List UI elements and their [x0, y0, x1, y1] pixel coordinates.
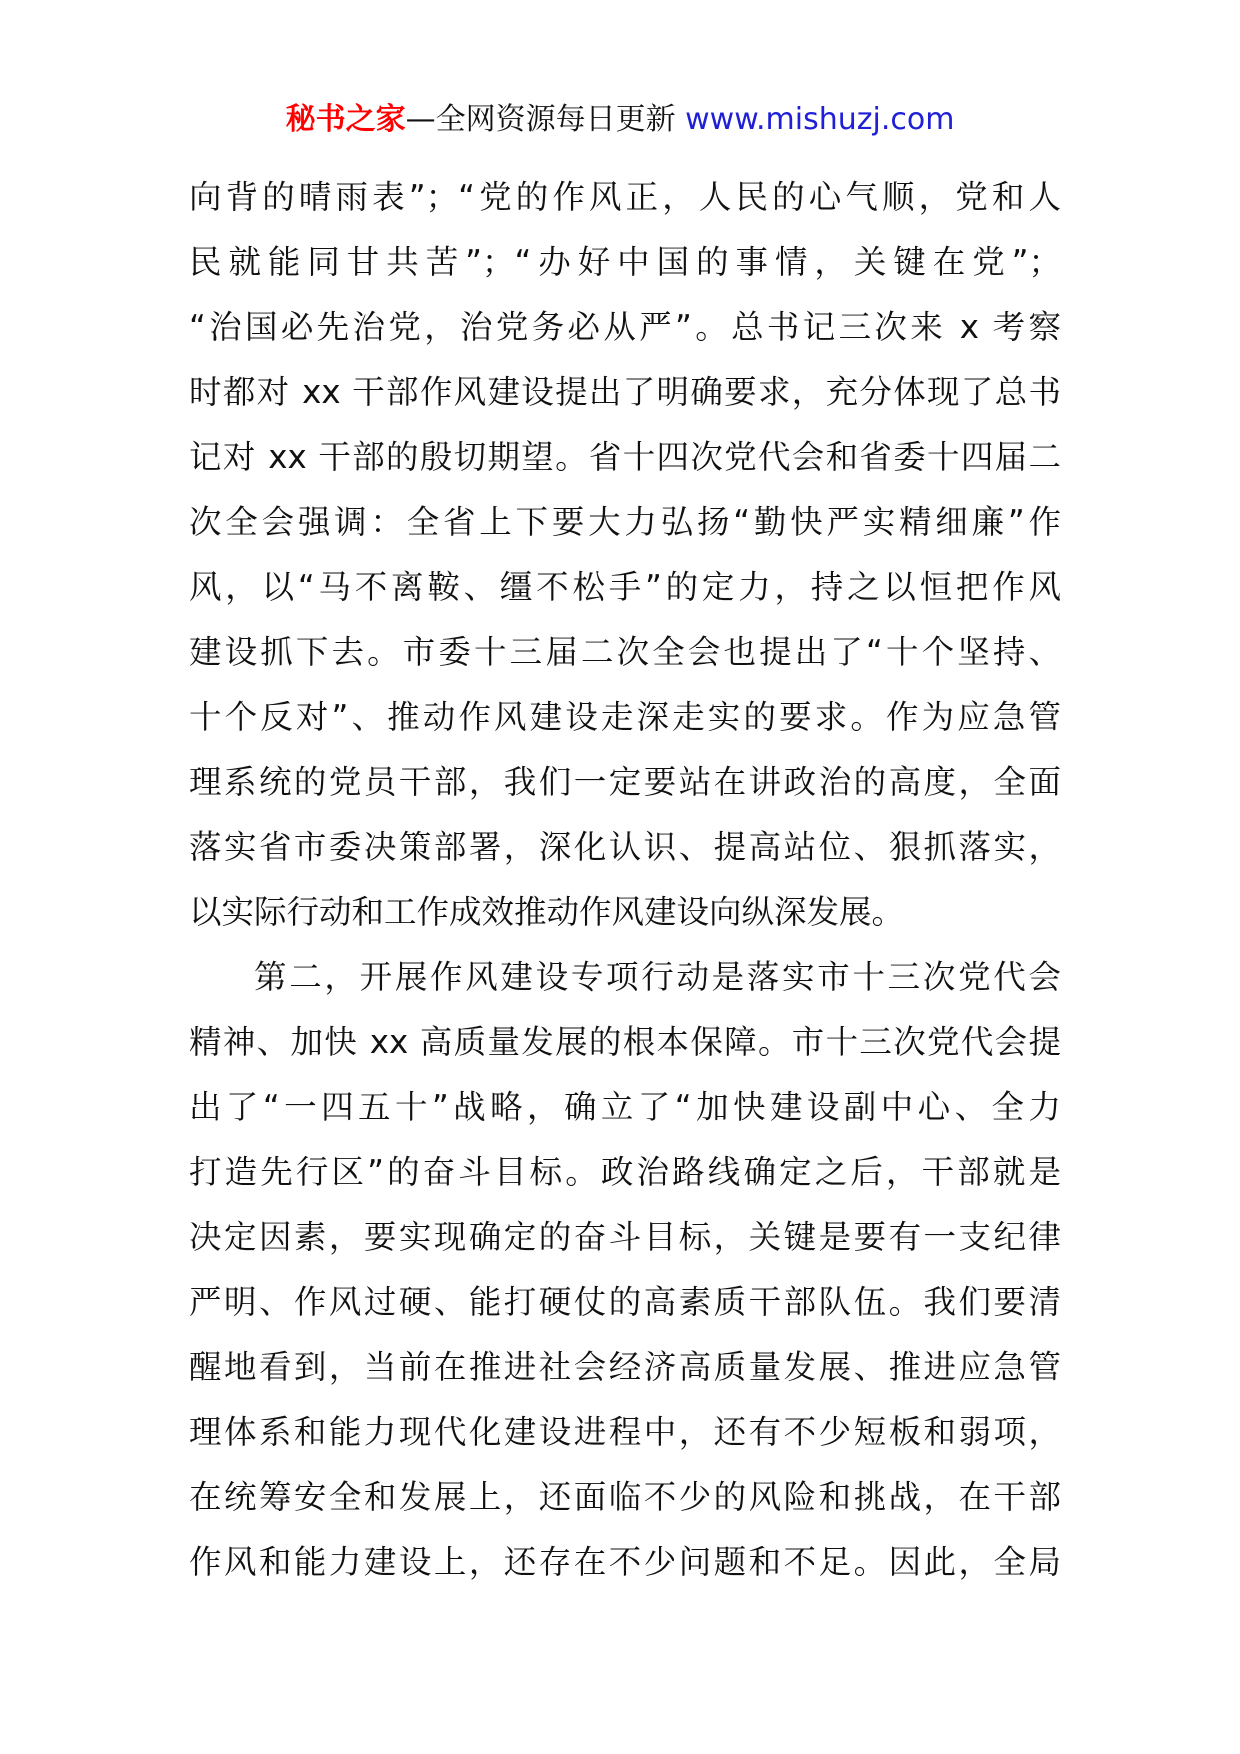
text-line: 民就能同甘共苦”；“办好中国的事情，关键在党”； [189, 243, 1061, 281]
text-line: 打造先行区”的奋斗目标。政治路线确定之后，干部就是 [189, 1153, 1061, 1191]
text-line: 理系统的党员干部，我们一定要站在讲政治的高度，全面 [189, 763, 1061, 801]
text-line: 向背的晴雨表”；“党的作风正，人民的心气顺，党和人 [189, 178, 1061, 216]
text-line: 建设抓下去。市委十三届二次全会也提出了“十个坚持、 [189, 633, 1061, 671]
text-line: 十个反对”、推动作风建设走深走实的要求。作为应急管 [189, 698, 1061, 736]
paragraph-end-line: 以实际行动和工作成效推动作风建设向纵深发展。 [189, 893, 905, 931]
text-line: 在统筹安全和发展上，还面临不少的风险和挑战，在干部 [189, 1478, 1061, 1516]
text-line: 严明、作风过硬、能打硬仗的高素质干部队伍。我们要清 [189, 1283, 1061, 1321]
text-line: 醒地看到，当前在推进社会经济高质量发展、推进应急管 [189, 1348, 1061, 1386]
text-line: 时都对 xx 干部作风建设提出了明确要求，充分体现了总书 [189, 373, 1061, 411]
text-line: “治国必先治党，治党务必从严”。总书记三次来 x 考察 [189, 308, 1061, 346]
paragraph-start-line: 第二，开展作风建设专项行动是落实市十三次党代会 [254, 958, 1061, 996]
header-tagline: —全网资源每日更新 [405, 102, 676, 137]
text-line: 作风和能力建设上，还存在不少问题和不足。因此，全局 [189, 1543, 1061, 1581]
site-url-link[interactable]: www.mishuzj.com [685, 102, 955, 137]
text-line: 出了“一四五十”战略，确立了“加快建设副中心、全力 [189, 1088, 1061, 1126]
brand-name: 秘书之家 [285, 102, 406, 137]
site-header [0, 100, 1240, 140]
text-line: 决定因素，要实现确定的奋斗目标，关键是要有一支纪律 [189, 1218, 1061, 1256]
text-line: 次全会强调：全省上下要大力弘扬“勤快严实精细廉”作 [189, 503, 1061, 541]
text-line: 风，以“马不离鞍、缰不松手”的定力，持之以恒把作风 [189, 568, 1061, 606]
text-line: 记对 xx 干部的殷切期望。省十四次党代会和省委十四届二 [189, 438, 1061, 476]
document-body [189, 165, 1061, 1595]
text-line: 理体系和能力现代化建设进程中，还有不少短板和弱项， [189, 1413, 1061, 1451]
text-line: 落实省市委决策部署，深化认识、提高站位、狠抓落实， [189, 828, 1061, 866]
text-line: 精神、加快 xx 高质量发展的根本保障。市十三次党代会提 [189, 1023, 1061, 1061]
